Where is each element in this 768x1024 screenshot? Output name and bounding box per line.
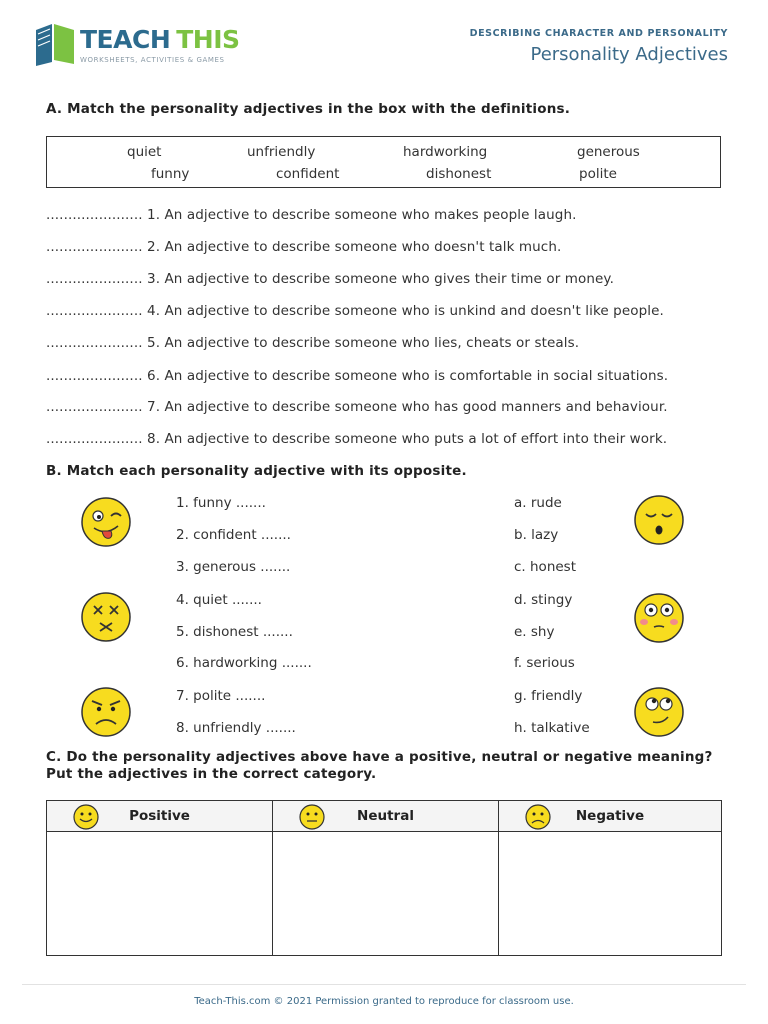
eye-roll-face-icon bbox=[632, 686, 686, 738]
definition-line: ...................... 4. An adjective to describe someone who is unkind and doesn't like people. bbox=[46, 303, 664, 319]
word-item: confident bbox=[276, 166, 340, 182]
word-item: polite bbox=[579, 166, 617, 182]
definition-line: ...................... 2. An adjective to describe someone who doesn't talk much. bbox=[46, 239, 562, 255]
book-logo-icon bbox=[34, 22, 78, 68]
opposite-right: h. talkative bbox=[514, 720, 590, 736]
dizzy-face-icon bbox=[80, 591, 134, 643]
winking-tongue-face-icon bbox=[80, 496, 134, 548]
negative-header bbox=[499, 801, 721, 831]
brand-name: TEACH THIS bbox=[80, 25, 240, 54]
word-item: funny bbox=[151, 166, 190, 182]
word-item: quiet bbox=[127, 144, 162, 160]
word-item: generous bbox=[577, 144, 640, 160]
positive-header bbox=[47, 801, 272, 831]
positive-cell[interactable] bbox=[47, 832, 273, 956]
category-table bbox=[46, 800, 722, 956]
opposite-right: e. shy bbox=[514, 624, 555, 640]
opposite-right: c. honest bbox=[514, 559, 577, 575]
negative-cell[interactable] bbox=[499, 832, 722, 956]
brand-tagline: WORKSHEETS, ACTIVITIES & GAMES bbox=[80, 56, 225, 64]
definition-line: ...................... 1. An adjective to describe someone who makes people laugh. bbox=[46, 207, 577, 223]
page-title: Personality Adjectives bbox=[530, 44, 728, 65]
opposite-right: b. lazy bbox=[514, 527, 559, 543]
section-c-title-line2: Put the adjectives in the correct category. bbox=[46, 766, 377, 782]
adjective-left: 4. quiet ....... bbox=[176, 592, 262, 608]
angry-face-icon bbox=[80, 686, 134, 738]
word-item: unfriendly bbox=[247, 144, 316, 160]
definition-line: ...................... 5. An adjective to describe someone who lies, cheats or steals. bbox=[46, 335, 580, 351]
section-c-title-line1: C. Do the personality adjectives above have a positive, neutral or negative meaning? bbox=[46, 749, 713, 765]
neutral-header bbox=[273, 801, 498, 831]
positive-label: Positive bbox=[129, 808, 190, 824]
adjective-left: 7. polite ....... bbox=[176, 688, 266, 704]
definition-line: ...................... 3. An adjective to describe someone who gives their time or money. bbox=[46, 271, 614, 287]
opposite-right: f. serious bbox=[514, 655, 575, 671]
adjective-left: 8. unfriendly ....... bbox=[176, 720, 296, 736]
adjective-left: 3. generous ....... bbox=[176, 559, 291, 575]
opposite-right: a. rude bbox=[514, 495, 562, 511]
footer-divider bbox=[22, 984, 746, 985]
section-b-title: B. Match each personality adjective with its opposite. bbox=[46, 463, 467, 479]
adjective-left: 2. confident ....... bbox=[176, 527, 291, 543]
definition-line: ...................... 6. An adjective to describe someone who is comfortable in social situations. bbox=[46, 368, 669, 384]
word-box bbox=[46, 136, 721, 188]
word-item: dishonest bbox=[426, 166, 492, 182]
adjective-left: 1. funny ....... bbox=[176, 495, 266, 511]
footer-text: Teach-This.com © 2021 Permission granted to reproduce for classroom use. bbox=[194, 996, 574, 1007]
adjective-left: 6. hardworking ....... bbox=[176, 655, 312, 671]
opposite-right: d. stingy bbox=[514, 592, 573, 608]
word-item: hardworking bbox=[403, 144, 488, 160]
definition-line: ...................... 7. An adjective to describe someone who has good manners and behaviour. bbox=[46, 399, 668, 415]
neutral-cell[interactable] bbox=[273, 832, 499, 956]
flushed-face-icon bbox=[632, 592, 686, 644]
header-subtitle: DESCRIBING CHARACTER AND PERSONALITY bbox=[469, 28, 728, 39]
adjective-left: 5. dishonest ....... bbox=[176, 624, 293, 640]
section-a-title: A. Match the personality adjectives in the box with the definitions. bbox=[46, 101, 571, 117]
negative-label: Negative bbox=[575, 808, 645, 824]
neutral-label: Neutral bbox=[357, 808, 414, 824]
sleepy-face-icon bbox=[632, 494, 686, 546]
opposite-right: g. friendly bbox=[514, 688, 583, 704]
definition-line: ...................... 8. An adjective to describe someone who puts a lot of effort into their work. bbox=[46, 431, 668, 447]
